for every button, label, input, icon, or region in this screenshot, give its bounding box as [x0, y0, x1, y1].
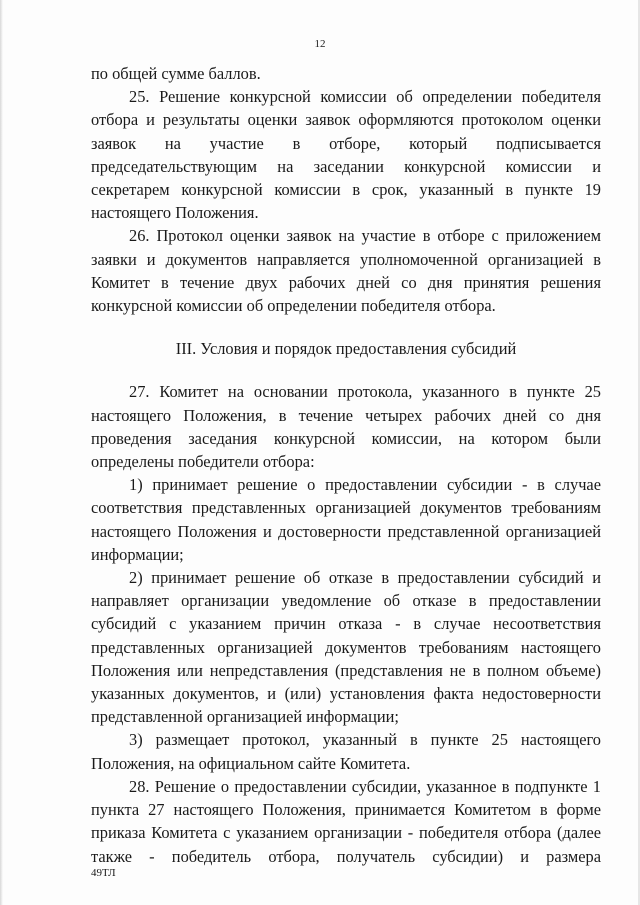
paragraph-25: 25. Решение конкурсной комиссии об определении победителя отбора и результаты оценки заявок оформляются протоколом оценки заявок на участие в отборе, который подписывается председательствующим на заседании конкурсной комиссии и секретарем конкурсной комиссии в срок, указанный в пункте 19 настоящего Положения.	[91, 87, 601, 223]
paragraph-26: 26. Протокол оценки заявок на участие в отборе с приложением заявки и документов направляется уполномоченной организацией в Комитет в течение двух рабочих дней со дня принятия решения конкурсной комиссии об определении победителя отбора.	[91, 226, 601, 316]
paragraph-27-item-3: 3) размещает протокол, указанный в пункте 25 настоящего Положения, на официальном сайте Комитета.	[91, 730, 601, 773]
paragraph-27-item-1: 1) принимает решение о предоставлении субсидии - в случае соответствия представленных организацией документов требованиям настоящего Положения и достоверности представленной организацией информации;	[91, 475, 601, 564]
paragraph-continuation: по общей сумме баллов.	[91, 64, 261, 83]
paragraph-28: 28. Решение о предоставлении субсидии, указанное в подпункте 1 пункта 27 настоящего Положения, принимается Комитетом в форме приказа Комитета с указанием организации - победителя отбора (далее также - победитель отбора, получатель субсидии) и размера	[91, 776, 601, 866]
footer-code: 49ТЛ	[91, 867, 116, 879]
page-number: 12	[314, 38, 326, 50]
scan-edge-left	[0, 0, 3, 905]
document-body	[91, 62, 601, 868]
paragraph-27-item-2: 2) принимает решение об отказе в предоставлении субсидий и направляет организации уведомление об отказе в предоставлении субсидий с указанием причин отказа - в случае несоответствия представленных организацией документов требованиям настоящего Положения или непредставления (представления не в полном объеме) указанных документов, и (или) установления факта недостоверности представленной организацией информации;	[91, 568, 601, 727]
paragraph-27: 27. Комитет на основании протокола, указанного в пункте 25 настоящего Положения, в течение четырех рабочих дней со дня проведения заседания конкурсной комиссии, на котором были определены победители отбора:	[91, 382, 601, 472]
section-heading: III. Условия и порядок предоставления субсидий	[175, 339, 517, 359]
